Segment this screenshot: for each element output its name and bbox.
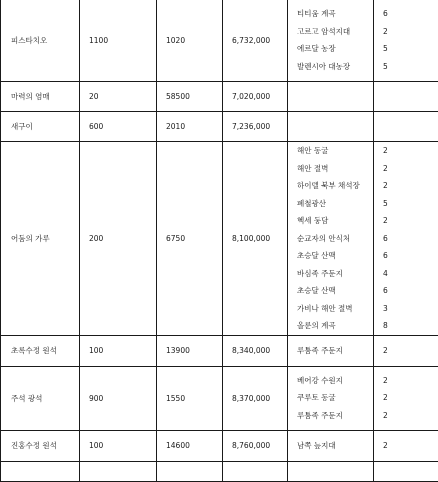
- locations-cell: [288, 366, 374, 430]
- location-line: 해안 동굴: [297, 142, 373, 160]
- quantity-cell: 900: [80, 366, 157, 430]
- count-line: 2: [383, 23, 438, 41]
- count-line: 2: [383, 177, 438, 195]
- locations-cell: [288, 430, 374, 461]
- location-line: 가비나 해안 절벽: [297, 300, 373, 318]
- location-line: 티티움 계곡: [297, 5, 373, 23]
- count-line: 5: [383, 58, 438, 76]
- table-body: [1, 0, 438, 481]
- unit-price-cell: 1020: [157, 0, 223, 82]
- total-cell: 8,760,000: [223, 430, 288, 461]
- empty-cell: [374, 461, 438, 481]
- count-line: 2: [383, 212, 438, 230]
- total-cell: 8,370,000: [223, 366, 288, 430]
- table-row: [1, 82, 438, 112]
- count-line: 6: [383, 247, 438, 265]
- table-row: [1, 366, 438, 430]
- quantity-cell: 100: [80, 430, 157, 461]
- total-cell: 8,100,000: [223, 142, 288, 336]
- count-line: 2: [383, 407, 438, 425]
- count-line: 5: [383, 195, 438, 213]
- empty-cell: [80, 461, 157, 481]
- location-line: 폐철광산: [297, 195, 373, 213]
- location-line: 루툼족 주둔지: [297, 407, 373, 425]
- unit-price-cell: 14600: [157, 430, 223, 461]
- count-line: 2: [383, 389, 438, 407]
- quantity-cell: 100: [80, 335, 157, 366]
- locations-cell: [288, 0, 374, 82]
- table-row: [1, 461, 438, 481]
- item-name-cell: 주석 광석: [1, 366, 80, 430]
- unit-price-cell: 1550: [157, 366, 223, 430]
- empty-cell: [288, 461, 374, 481]
- table-row: [1, 0, 438, 82]
- count-line: 2: [383, 372, 438, 390]
- total-cell: 8,340,000: [223, 335, 288, 366]
- count-line: 8: [383, 317, 438, 335]
- location-line: 초승달 산맥: [297, 282, 373, 300]
- locations-cell: [288, 142, 374, 336]
- empty-cell: [223, 461, 288, 481]
- count-line: 6: [383, 282, 438, 300]
- location-line: 헥세 둥담: [297, 212, 373, 230]
- table-row: [1, 335, 438, 366]
- location-line: 초승달 산맥: [297, 247, 373, 265]
- counts-cell: [374, 82, 438, 112]
- location-line: 바심족 주둔지: [297, 265, 373, 283]
- table-row: [1, 112, 438, 142]
- location-line: 남쪽 늪지대: [297, 437, 373, 455]
- location-line: 고르고 암석지대: [297, 23, 373, 41]
- location-line: 순교자의 안식처: [297, 230, 373, 248]
- count-line: 2: [383, 342, 438, 360]
- unit-price-cell: 2010: [157, 112, 223, 142]
- location-line: 루툼족 주둔지: [297, 342, 373, 360]
- location-line: 발렌시아 대농장: [297, 58, 373, 76]
- counts-cell: [374, 0, 438, 82]
- count-line: 3: [383, 300, 438, 318]
- quantity-cell: 1100: [80, 0, 157, 82]
- counts-cell: [374, 335, 438, 366]
- locations-cell: [288, 112, 374, 142]
- counts-cell: [374, 430, 438, 461]
- count-line: 2: [383, 437, 438, 455]
- total-cell: 7,236,000: [223, 112, 288, 142]
- count-line: 6: [383, 230, 438, 248]
- counts-cell: [374, 112, 438, 142]
- location-line: 베어강 수원지: [297, 372, 373, 390]
- quantity-cell: 20: [80, 82, 157, 112]
- item-name-cell: 피스타치오: [1, 0, 80, 82]
- location-line: 에르달 농장: [297, 40, 373, 58]
- count-line: 5: [383, 40, 438, 58]
- item-name-cell: 어둠의 가루: [1, 142, 80, 336]
- quantity-cell: 200: [80, 142, 157, 336]
- unit-price-cell: 6750: [157, 142, 223, 336]
- item-name-cell: 진홍수정 원석: [1, 430, 80, 461]
- empty-cell: [1, 461, 80, 481]
- counts-cell: [374, 366, 438, 430]
- table-row: [1, 430, 438, 461]
- table-row: [1, 142, 438, 336]
- quantity-cell: 600: [80, 112, 157, 142]
- count-line: 6: [383, 5, 438, 23]
- locations-cell: [288, 335, 374, 366]
- location-line: 올룬의 계곡: [297, 317, 373, 335]
- item-name-cell: 새구이: [1, 112, 80, 142]
- total-cell: 7,020,000: [223, 82, 288, 112]
- total-cell: 6,732,000: [223, 0, 288, 82]
- locations-cell: [288, 82, 374, 112]
- location-line: 하이델 북부 채석장: [297, 177, 373, 195]
- item-name-cell: 초록수정 원석: [1, 335, 80, 366]
- location-line: 쿠루토 동굴: [297, 389, 373, 407]
- count-line: 4: [383, 265, 438, 283]
- item-name-cell: 마력의 염매: [1, 82, 80, 112]
- count-line: 2: [383, 160, 438, 178]
- counts-cell: [374, 142, 438, 336]
- unit-price-cell: 58500: [157, 82, 223, 112]
- count-line: 2: [383, 142, 438, 160]
- unit-price-cell: 13900: [157, 335, 223, 366]
- location-line: 해안 절벽: [297, 160, 373, 178]
- empty-cell: [157, 461, 223, 481]
